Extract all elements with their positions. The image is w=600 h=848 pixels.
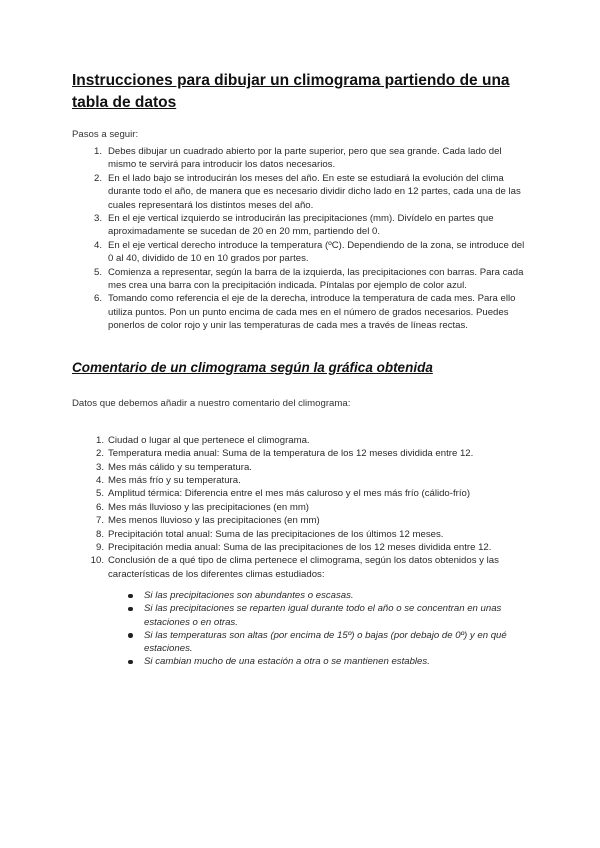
- bullet-dot-icon: [128, 607, 133, 612]
- data-item-text: Temperatura media anual: Suma de la temperatura de los 12 meses dividida entre 12.: [108, 448, 474, 460]
- data-item-number: 6.: [95, 501, 104, 513]
- data-item-text: Mes más frío y su temperatura.: [108, 474, 241, 486]
- data-item: [72, 474, 532, 487]
- data-item-text: Mes más cálido y su temperatura.: [108, 461, 252, 473]
- step-number: 5.: [93, 266, 102, 278]
- steps-intro: Pasos a seguir:: [72, 129, 139, 140]
- bullet-item: [72, 629, 532, 655]
- step-item: [72, 212, 532, 239]
- data-item: [72, 541, 532, 554]
- data-item: [72, 434, 532, 447]
- step-item: [72, 266, 532, 293]
- step-text: Comienza a representar, según la barra de la izquierda, las precipitaciones con barras. Para cada mes crea una barra con la precipitación indicada. Píntalas por ejemplo de color azul.: [108, 266, 524, 292]
- step-item: [72, 145, 532, 172]
- data-item: [72, 447, 532, 460]
- data-item-text: Ciudad o lugar al que pertenece el climograma.: [108, 434, 310, 446]
- data-item-number: 5.: [95, 488, 104, 500]
- step-number: 6.: [93, 293, 102, 305]
- data-item: [72, 501, 532, 514]
- data-item-text: Conclusión de a qué tipo de clima pertenece el climograma, según los datos obtenidos y las características de los diferentes climas estudiados:: [108, 555, 499, 580]
- data-items-list: [72, 434, 532, 581]
- bullet-text: Si cambian mucho de una estación a otra o se mantienen estables.: [144, 656, 430, 668]
- step-text: En el lado bajo se introducirán los meses del año. En este se estudiará la evolución del clima durante todo el año, de manera que es necesario dividir dicho lado en 12 partes, cada una de las cuales representará los distintos meses del año.: [108, 172, 521, 211]
- data-item-number: 2.: [95, 448, 104, 460]
- data-item-text: Mes más lluvioso y las precipitaciones (en mm): [108, 501, 310, 513]
- data-item-number: 4.: [95, 474, 104, 486]
- bullet-item: [72, 655, 532, 668]
- data-intro: Datos que debemos añadir a nuestro comentario del climograma:: [72, 397, 351, 409]
- data-item-text: Mes menos lluvioso y las precipitaciones (en mm): [108, 515, 320, 527]
- step-number: 4.: [93, 239, 102, 251]
- bullet-text: Si las precipitaciones son abundantes o escasas.: [144, 590, 354, 602]
- step-text: En el eje vertical izquierdo se introducirán las precipitaciones (mm). Divídelo en partes que aproximadamente se sucedan de 20 en 20 mm, partiendo del 0.: [108, 213, 494, 238]
- bullet-dot-icon: [128, 594, 133, 599]
- step-number: 3.: [93, 213, 102, 225]
- step-text: Tomando como referencia el eje de la derecha, introduce la temperatura de cada mes. Para ello utiliza puntos. Pon un punto encima de cada mes en el número de grados necesarios. Puedes ponerlos de color rojo y unir las temperaturas de cada mes a través de líneas rectas.: [108, 293, 516, 332]
- data-item-number: 3.: [95, 461, 104, 473]
- data-item: [72, 528, 532, 541]
- data-item-text: Precipitación total anual: Suma de las precipitaciones de los últimos 12 meses.: [108, 528, 444, 540]
- data-item: [72, 487, 532, 500]
- step-number: 2.: [93, 172, 102, 184]
- data-item-number: 9.: [95, 541, 104, 553]
- step-item: [72, 239, 532, 266]
- step-item: [72, 292, 532, 332]
- data-item-text: Amplitud térmica: Diferencia entre el mes más caluroso y el mes más frío (cálido-frío): [108, 488, 471, 500]
- data-item-number: 1.: [95, 434, 104, 446]
- bullet-text: Si las temperaturas son altas (por encima de 15º) o bajas (por debajo de 0º) y en qué estaciones.: [144, 629, 507, 654]
- conclusion-bullets: [72, 589, 532, 668]
- bullet-item: [72, 589, 532, 602]
- bullet-dot-icon: [128, 633, 133, 638]
- data-item: [72, 514, 532, 527]
- bullet-dot-icon: [128, 660, 133, 665]
- step-number: 1.: [93, 146, 102, 157]
- section-title-comentario: Comentario de un climograma según la gráfica obtenida: [72, 359, 433, 375]
- document-page: [72, 70, 532, 668]
- data-item-number: 10.: [90, 555, 104, 567]
- bullet-text: Si las precipitaciones se reparten igual durante todo el año o se concentran en unas estaciones o en otras.: [144, 603, 502, 628]
- data-item-number: 7.: [95, 515, 104, 527]
- step-text: Debes dibujar un cuadrado abierto por la parte superior, pero que sea grande. Cada lado del mismo te servirá para introducir los datos necesarios.: [108, 146, 502, 171]
- data-item-text: Precipitación media anual: Suma de las precipitaciones de los 12 meses dividida entre 12.: [108, 541, 492, 553]
- step-text: En el eje vertical derecho introduce la temperatura (ºC). Dependiendo de la zona, se introduce del 0 al 40, dividido de 10 en 10 grados por partes.: [108, 239, 525, 265]
- data-item-number: 8.: [95, 528, 104, 540]
- data-item: [72, 461, 532, 474]
- document-title: Instrucciones para dibujar un climograma partiendo de una tabla de datos: [72, 72, 510, 111]
- data-item: [72, 554, 532, 581]
- step-item: [72, 172, 532, 212]
- bullet-item: [72, 602, 532, 628]
- steps-list: [72, 145, 532, 333]
